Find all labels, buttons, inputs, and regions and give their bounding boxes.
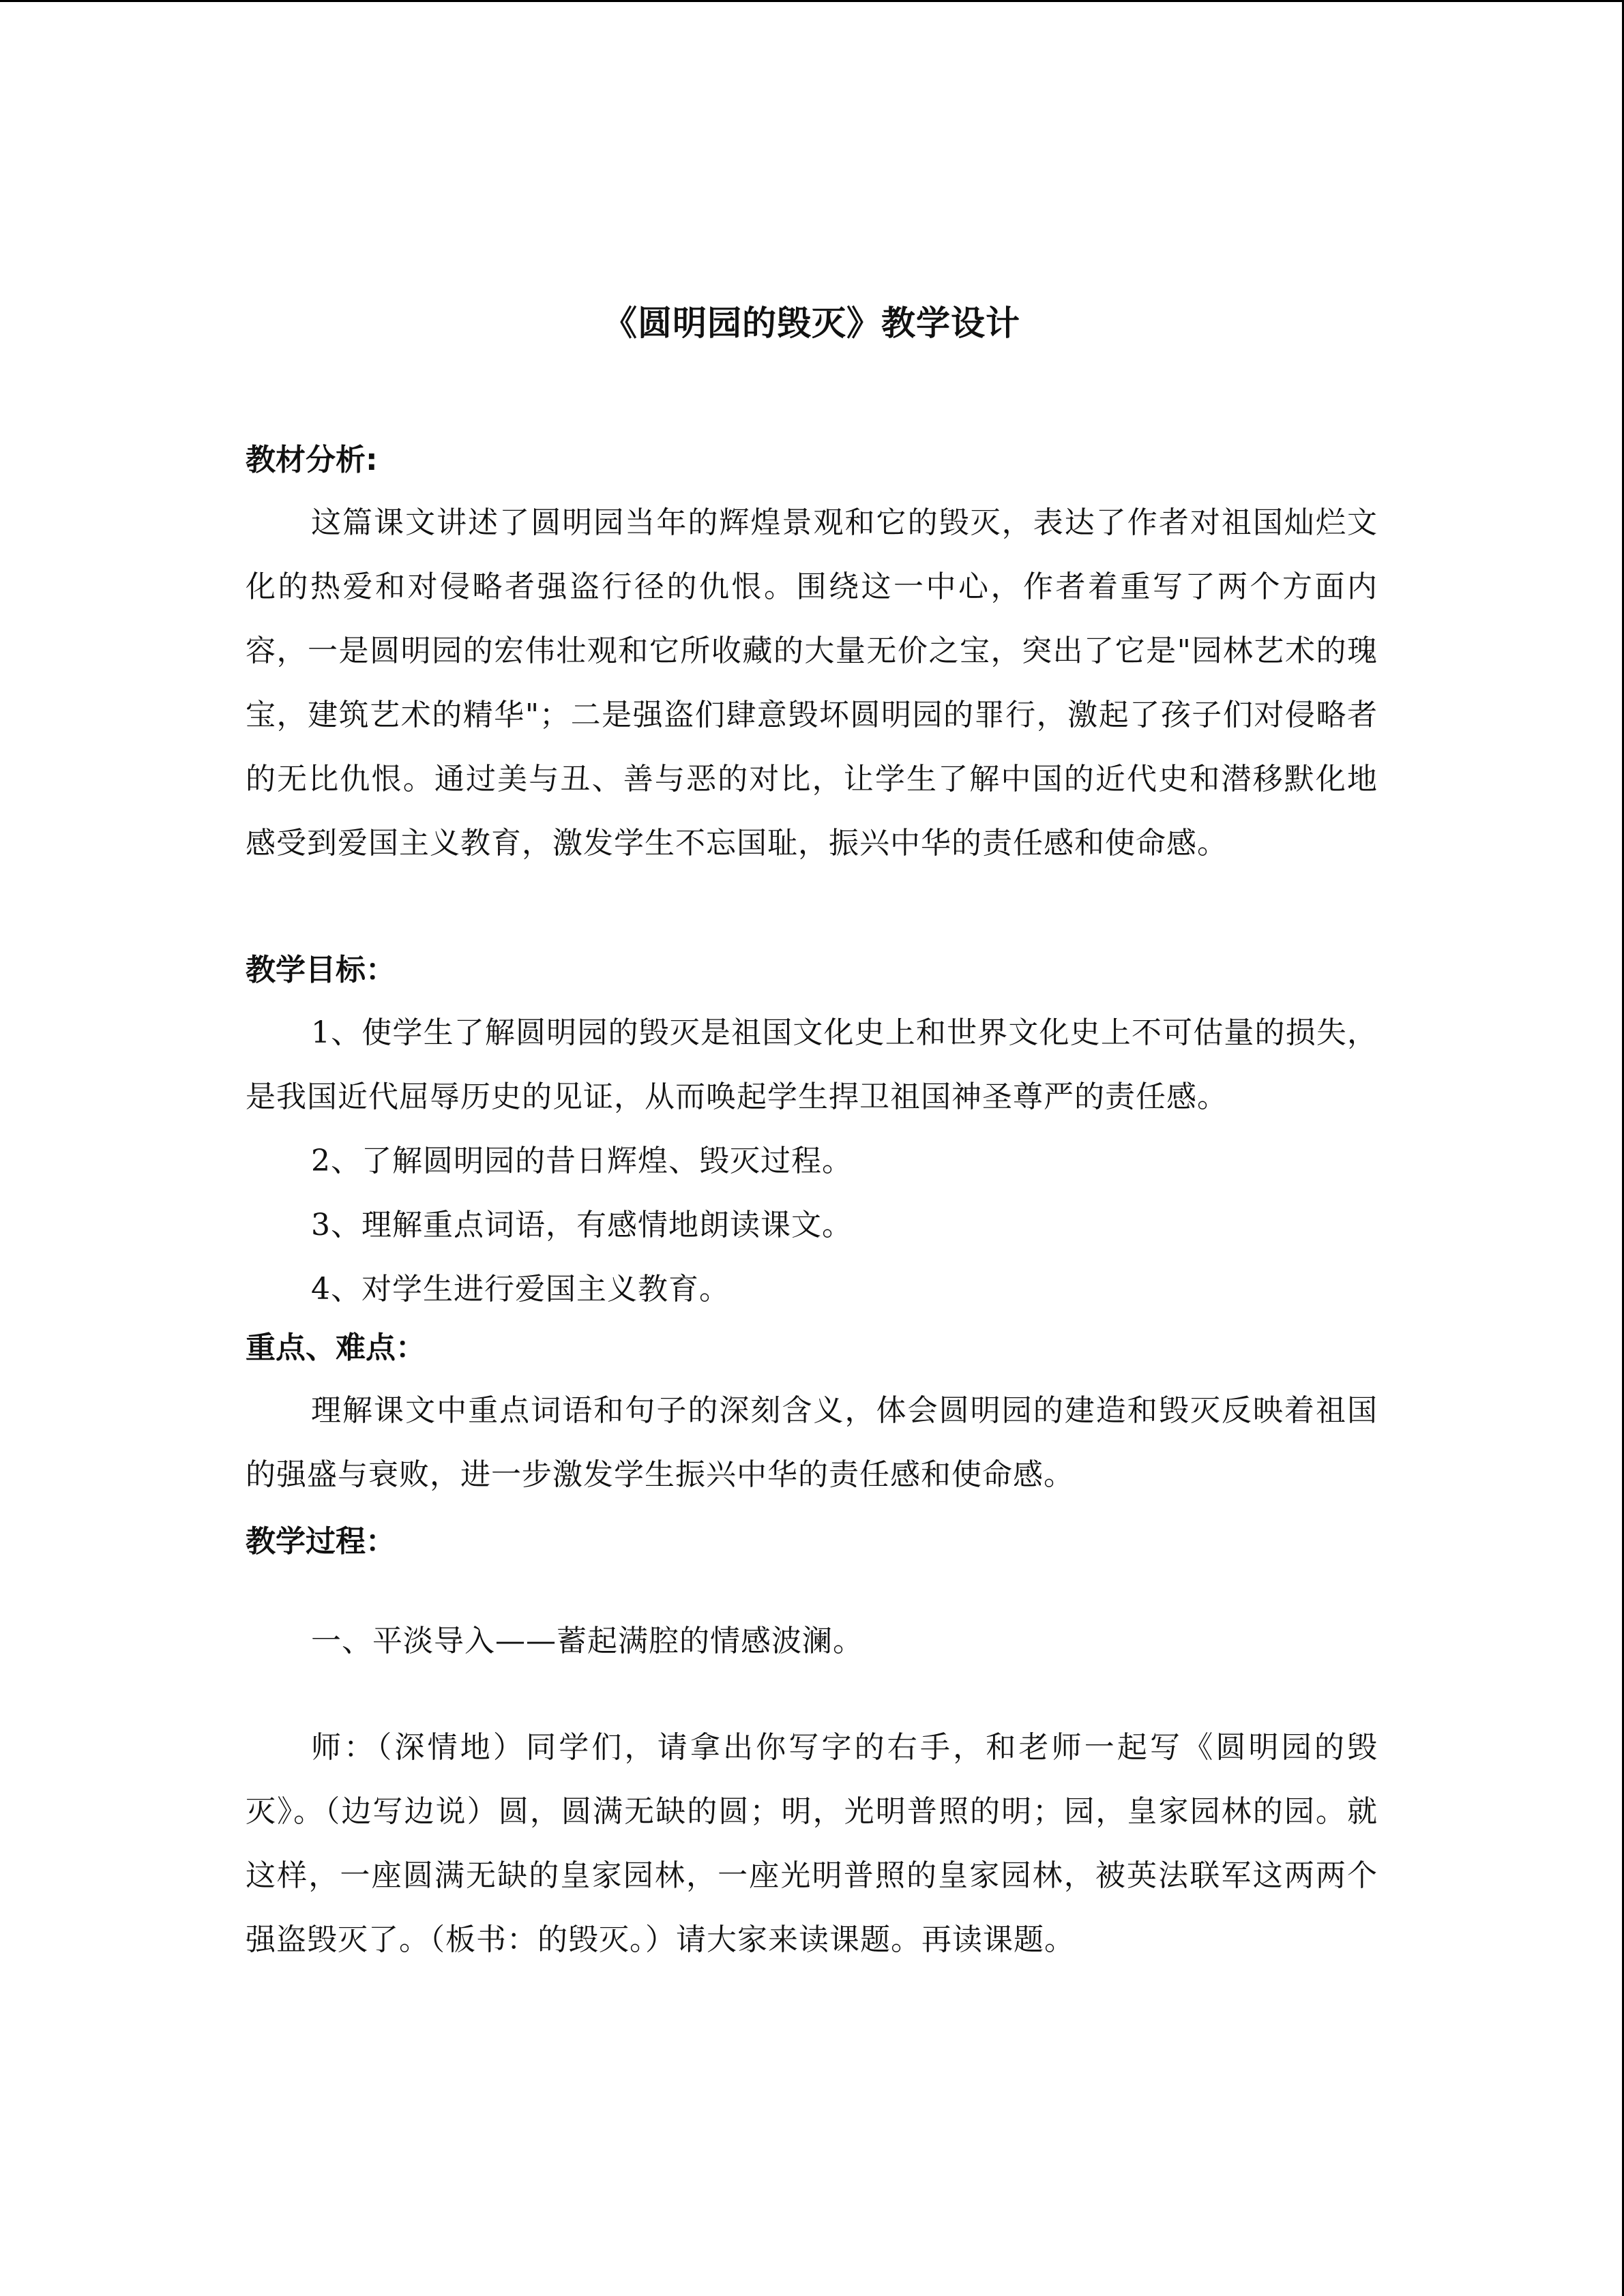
process-step1: 一、平淡导入——蓄起满腔的情感波澜。 — [311, 1624, 863, 1658]
page-border-top — [0, 0, 1624, 2]
process-step1-block — [246, 1609, 1378, 1673]
goal-item: 4、对学生进行爱国主义教育。 — [311, 1272, 730, 1307]
goal-item: 2、了解圆明园的昔日辉煌、毁灭过程。 — [311, 1144, 853, 1178]
materials-paragraph: 这篇课文讲述了圆明园当年的辉煌景观和它的毁灭，表达了作者对祖国灿烂文化的热爱和对侵略者强盗行径的仇恨。围绕这一中心，作者着重写了两个方面内容，一是圆明园的宏伟壮观和它所收藏的大量无价之宝，突出了它是"园林艺术的瑰宝，建筑艺术的精华"；二是强盗们肆意毁坏圆明园的罪行，激起了孩子们对侵略者的无比仇恨。通过美与丑、善与恶的对比，让学生了解中国的近代史和潜移默化地感受到爱国主义教育，激发学生不忘国耻，振兴中华的责任感和使命感。 — [246, 505, 1378, 861]
goals-heading: 教学目标： — [246, 953, 396, 987]
document-title: 《圆明园的毁灭》教学设计 — [603, 303, 1020, 343]
materials-heading: 教材分析: — [246, 443, 378, 477]
focus-section — [246, 1317, 1378, 1507]
focus-paragraph: 理解课文中重点词语和句子的深刻含义，体会圆明园的建造和毁灭反映着祖国的强盛与衰败，进一步激发学生振兴中华的责任感和使命感。 — [246, 1393, 1378, 1492]
process-heading: 教学过程： — [246, 1524, 396, 1559]
focus-heading: 重点、难点： — [246, 1330, 426, 1365]
teacher-block — [246, 1716, 1378, 1972]
materials-section — [246, 430, 1378, 876]
goals-section — [246, 940, 1378, 1322]
goal-item: 1、使学生了解圆明园的毁灭是祖国文化史上和世界文化史上不可估量的损失，是我国近代屈辱历史的见证，从而唤起学生捍卫祖国神圣尊严的责任感。 — [246, 1015, 1378, 1114]
process-section — [246, 1511, 1378, 1572]
goal-item: 3、理解重点词语，有感情地朗读课文。 — [311, 1208, 853, 1242]
teacher-paragraph: 师：（深情地）同学们，请拿出你写字的右手，和老师一起写《圆明园的毁灭》。（边写边说）圆，圆满无缺的圆；明，光明普照的明；园，皇家园林的园。就这样，一座圆满无缺的皇家园林，一座光明普照的皇家园林，被英法联军这两两个强盗毁灭了。（板书：的毁灭。）请大家来读课题。再读课题。 — [246, 1730, 1378, 1957]
